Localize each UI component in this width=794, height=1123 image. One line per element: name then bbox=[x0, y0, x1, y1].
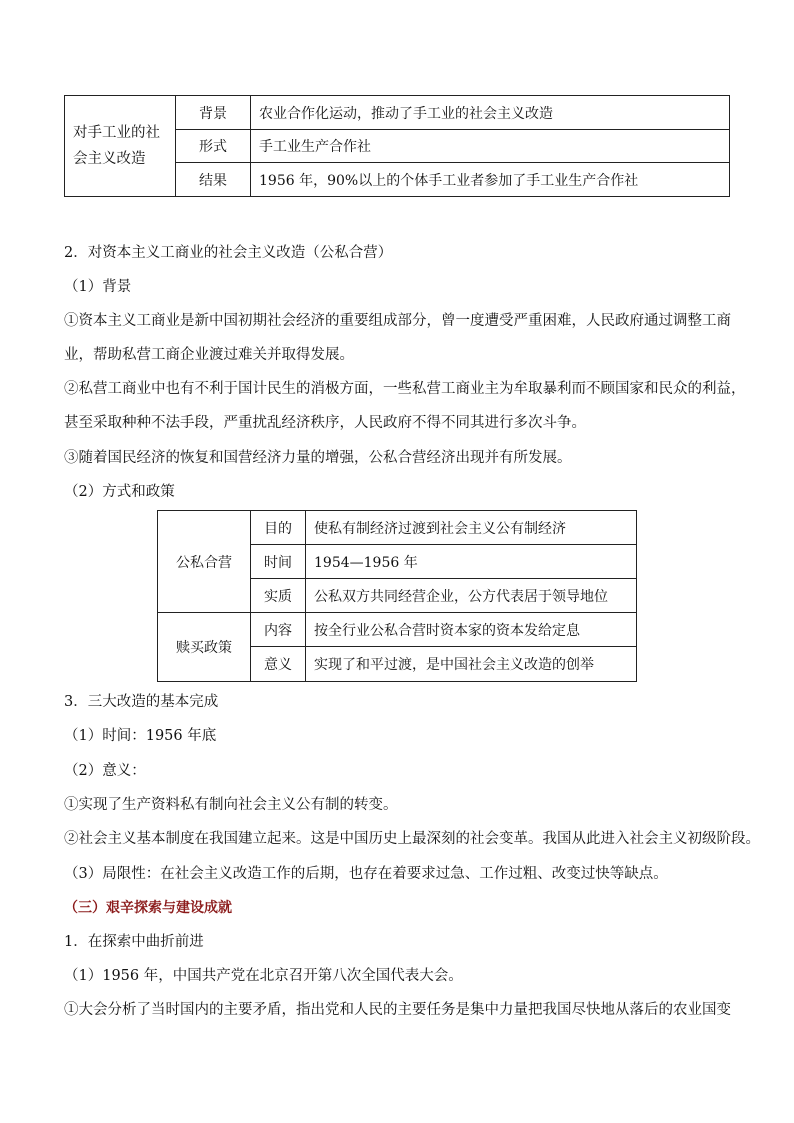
item-1-detail: ①大会分析了当时国内的主要矛盾，指出党和人民的主要任务是集中力量把我国尽快地从落后的农业国变 bbox=[64, 1002, 731, 1018]
table2-label-cell: 意义 bbox=[251, 647, 306, 682]
table2-group-cell: 赎买政策 bbox=[158, 613, 251, 682]
section3-meaning-2: ②社会主义基本制度在我国建立起来。这是中国历史上最深刻的社会变革。我国从此进入社会主义初级阶段。 bbox=[64, 831, 760, 847]
table1-label-cell: 结果 bbox=[176, 163, 251, 197]
background-p1-line2: 业，帮助私营工商企业渡过难关并取得发展。 bbox=[64, 347, 354, 363]
method-heading: （2）方式和政策 bbox=[64, 484, 175, 500]
section2-heading: 2．对资本主义工商业的社会主义改造（公私合营） bbox=[64, 245, 393, 261]
table2-content-cell: 按全行业公私合营时资本家的资本发给定息 bbox=[306, 613, 637, 647]
table2-label-cell: 内容 bbox=[251, 613, 306, 647]
subsection-1-heading: 1．在探索中曲折前进 bbox=[64, 934, 204, 950]
section3-time: （1）时间：1956 年底 bbox=[64, 728, 217, 744]
background-heading: （1）背景 bbox=[64, 279, 132, 295]
section3-limitation: （3）局限性：在社会主义改造工作的后期，也存在着要求过急、工作过粗、改变过快等缺点。 bbox=[64, 866, 668, 882]
table1-label-cell: 形式 bbox=[176, 130, 251, 163]
background-p2-line1: ②私营工商业中也有不利于国计民生的消极方面，一些私营工商业主为牟取暴利而不顾国家和民众的利益， bbox=[64, 381, 746, 397]
table2-content-cell: 1954—1956 年 bbox=[306, 545, 637, 579]
section3-heading: 3．三大改造的基本完成 bbox=[64, 694, 219, 710]
table2-content-cell: 公私双方共同经营企业，公方代表居于领导地位 bbox=[306, 579, 637, 613]
background-p3: ③随着国民经济的恢复和国营经济力量的增强，公私合营经济出现并有所发展。 bbox=[64, 450, 572, 466]
table2-label-cell: 实质 bbox=[251, 579, 306, 613]
section3-meaning-1: ①实现了生产资料私有制向社会主义公有制的转变。 bbox=[64, 797, 398, 813]
table2-label-cell: 时间 bbox=[251, 545, 306, 579]
table2-content-cell: 实现了和平过渡，是中国社会主义改造的创举 bbox=[306, 647, 637, 682]
background-p1-line1: ①资本主义工商业是新中国初期社会经济的重要组成部分，曾一度遭受严重困难，人民政府通过调整工商 bbox=[64, 313, 731, 329]
item-1: （1）1956 年，中国共产党在北京召开第八次全国代表大会。 bbox=[64, 968, 463, 984]
table1-content-cell: 农业合作化运动，推动了手工业的社会主义改造 bbox=[251, 96, 730, 130]
handicraft-reform-table bbox=[64, 95, 730, 197]
table1-label-cell: 背景 bbox=[176, 96, 251, 130]
table2-content-cell: 使私有制经济过渡到社会主义公有制经济 bbox=[306, 511, 637, 545]
table1-topic-cell: 对手工业的社会主义改造 bbox=[65, 96, 176, 197]
background-p2-line2: 甚至采取种种不法手段，严重扰乱经济秩序，人民政府不得不同其进行多次斗争。 bbox=[64, 415, 586, 431]
table2-label-cell: 目的 bbox=[251, 511, 306, 545]
table2-group-cell: 公私合营 bbox=[158, 511, 251, 613]
section3-meaning-heading: （2）意义： bbox=[64, 763, 146, 779]
section-three-heading: （三）艰辛探索与建设成就 bbox=[64, 900, 232, 916]
table1-content-cell: 1956 年，90%以上的个体手工业者参加了手工业生产合作社 bbox=[251, 163, 730, 197]
table1-content-cell: 手工业生产合作社 bbox=[251, 130, 730, 163]
public-private-table bbox=[157, 510, 637, 682]
